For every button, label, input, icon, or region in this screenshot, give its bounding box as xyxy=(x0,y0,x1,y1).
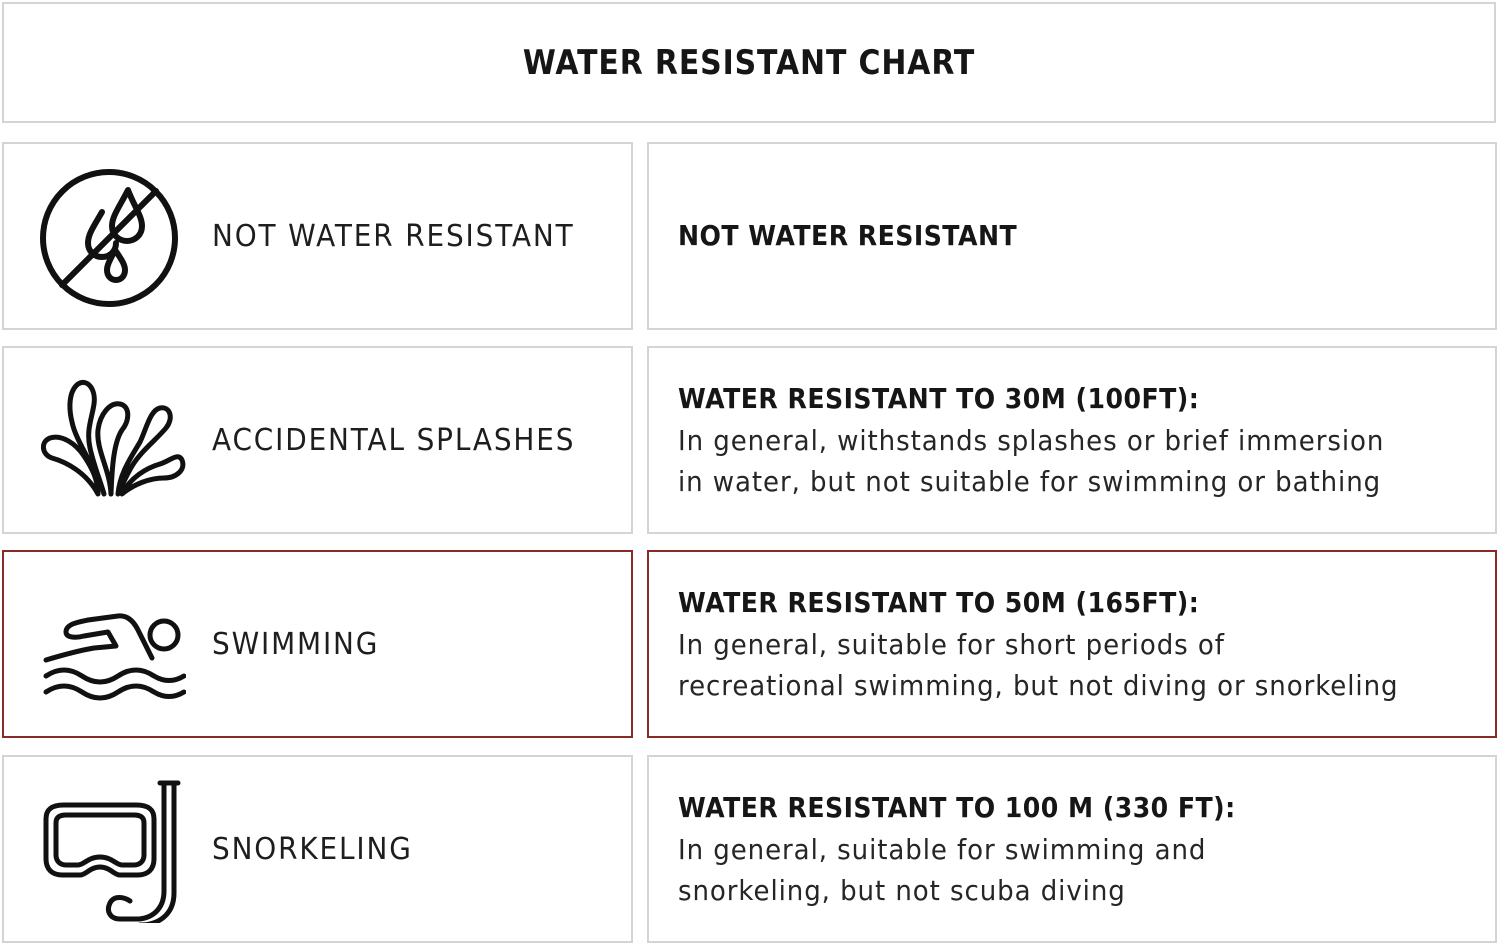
rating-label: NOT WATER RESISTANT xyxy=(212,218,575,254)
rating-heading: WATER RESISTANT TO 100 M (330 FT): xyxy=(678,791,1236,824)
rating-description-line: In general, suitable for short periods of xyxy=(678,628,1225,661)
rating-label: SNORKELING xyxy=(212,831,413,867)
rating-heading: NOT WATER RESISTANT xyxy=(678,219,1018,252)
no-water-icon xyxy=(36,166,186,310)
rating-label-cell-swimming xyxy=(2,550,633,738)
rating-description-cell-not-water-resistant xyxy=(647,142,1497,330)
rating-label-cell-snorkeling xyxy=(2,755,633,943)
rating-label-cell-accidental-splashes xyxy=(2,346,633,534)
swimmer-icon xyxy=(36,574,186,718)
chart-title-box xyxy=(2,2,1496,123)
rating-description-cell-accidental-splashes xyxy=(647,346,1497,534)
rating-label-cell-not-water-resistant xyxy=(2,142,633,330)
splash-icon xyxy=(36,370,186,514)
rating-heading: WATER RESISTANT TO 30M (100FT): xyxy=(678,382,1200,415)
chart-title: WATER RESISTANT CHART xyxy=(522,42,976,83)
rating-heading: WATER RESISTANT TO 50M (165FT): xyxy=(678,586,1200,619)
rating-description-line: in water, but not suitable for swimming or bathing xyxy=(678,465,1382,498)
rating-label: SWIMMING xyxy=(212,626,380,662)
snorkel-mask-icon xyxy=(36,779,186,923)
rating-description-line: In general, suitable for swimming and xyxy=(678,833,1207,866)
rating-description-cell-swimming xyxy=(647,550,1497,738)
rating-description-line: snorkeling, but not scuba diving xyxy=(678,874,1126,907)
rating-label: ACCIDENTAL SPLASHES xyxy=(212,422,576,458)
rating-description-line: In general, withstands splashes or brief immersion xyxy=(678,424,1385,457)
rating-description-cell-snorkeling xyxy=(647,755,1497,943)
rating-description-line: recreational swimming, but not diving or snorkeling xyxy=(678,669,1399,702)
